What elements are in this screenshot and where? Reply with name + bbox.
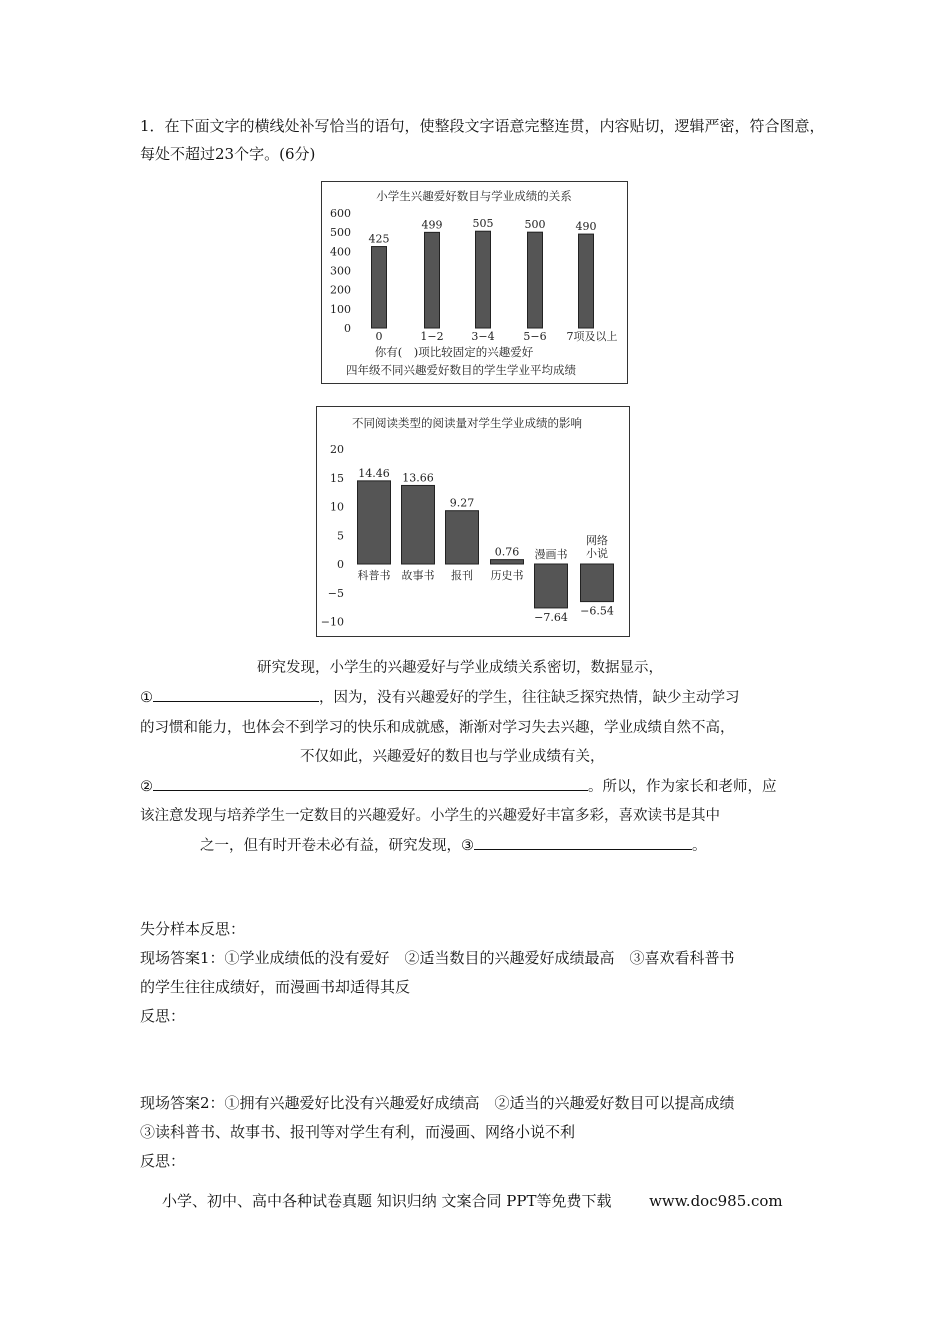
answer-1-label: 现场答案1： [140, 949, 225, 967]
y-tick-label: 15 [330, 471, 344, 485]
chart-title: 小学生兴趣爱好数目与学业成绩的关系 [376, 189, 572, 203]
bar [446, 511, 479, 564]
answer-1-text: ①学业成绩低的没有爱好 ②适当数目的兴趣爱好成绩最高 ③喜欢看科普书 [224, 949, 735, 967]
answer-blank-1[interactable] [153, 686, 319, 702]
bar-value-label: 500 [524, 218, 546, 232]
bar-value-label: 0.76 [494, 545, 520, 559]
answer-1-continued: 的学生往往成绩好，而漫画书却适得其反 [140, 978, 411, 996]
passage-line-6: 该注意发现与培养学生一定数目的兴趣爱好。小学生的兴趣爱好丰富多彩，喜欢读书是其中 [140, 808, 720, 824]
x-tick-label: 0 [375, 330, 383, 343]
footer-text: 小学、初中、高中各种试卷真题 知识归纳 文案合同 PPT等免费下载 [162, 1192, 612, 1210]
bar-value-label: −6.54 [580, 604, 614, 618]
y-tick-label: 500 [330, 226, 351, 240]
y-tick-label: 300 [330, 264, 351, 278]
footer [162, 1190, 783, 1211]
bar [425, 232, 440, 328]
passage-line-5-text: 。所以，作为家长和老师，应 [588, 779, 777, 795]
y-tick-label: 400 [330, 245, 351, 259]
x-tick-label: 历史书 [490, 569, 524, 582]
passage-line-3: 的习惯和能力，也体会不到学习的快乐和成就感，渐渐对学习失去兴趣，学业成绩自然不高， [140, 720, 735, 736]
y-tick-label: −10 [320, 615, 344, 629]
y-tick-label: −5 [327, 586, 344, 600]
passage-line-2 [140, 686, 740, 707]
chart-reading-type-svg [317, 407, 629, 636]
answer-2 [140, 1089, 840, 1117]
y-tick-label: 5 [337, 529, 344, 543]
bar [372, 247, 387, 328]
bar-value-label: 499 [421, 218, 443, 232]
answer-blank-2[interactable] [153, 775, 588, 791]
y-tick-label: 0 [337, 558, 344, 571]
blank-marker-2: ② [140, 779, 153, 795]
passage-line-1: 研究发现，小学生的兴趣爱好与学业成绩关系密切，数据显示， [257, 660, 663, 676]
chart-hobby-count-svg [322, 182, 627, 383]
bar-value-label: −7.64 [534, 610, 568, 624]
bar [476, 231, 491, 328]
bar [579, 234, 594, 328]
y-tick-label: 20 [330, 443, 344, 456]
bar-value-label: 490 [575, 220, 597, 234]
reflection-2-label: 反思： [140, 1152, 186, 1170]
bar [358, 481, 391, 564]
passage-line-7-end: 。 [692, 838, 707, 854]
y-tick-label: 10 [330, 500, 344, 514]
footer-url: www.doc985.com [649, 1192, 783, 1210]
passage-line-7 [200, 834, 707, 855]
blank-marker-1: ① [140, 690, 153, 706]
bar-value-label: 425 [368, 232, 390, 246]
answer-blank-3[interactable] [474, 834, 692, 850]
x-tick-label: 科普书 [357, 569, 391, 582]
answer-2-text: ①拥有兴趣爱好比没有兴趣爱好成绩高 ②适当的兴趣爱好数目可以提高成绩 [224, 1094, 735, 1112]
x-tick-label: 网络小说 [586, 534, 608, 560]
chart-reading-type [316, 406, 630, 637]
y-tick-label: 0 [344, 322, 351, 335]
chart-title: 不同阅读类型的阅读量对学生学业成绩的影响 [352, 416, 582, 430]
x-axis-label: 你有( )项比较固定的兴趣爱好 [374, 345, 534, 359]
passage-line-7-text: 之一，但有时开卷未必有益，研究发现，③ [200, 838, 474, 854]
reflection-1-label: 反思： [140, 1007, 186, 1025]
bar [402, 485, 435, 564]
question-text [140, 112, 830, 168]
answer-2-label: 现场答案2： [140, 1094, 225, 1112]
x-tick-label: 5−6 [523, 330, 547, 343]
passage-line-5 [140, 775, 777, 796]
chart-hobby-count [321, 181, 628, 384]
answer-1 [140, 944, 840, 972]
bar [528, 232, 543, 328]
y-tick-label: 200 [330, 283, 351, 297]
bar-value-label: 9.27 [449, 496, 475, 510]
bar [535, 564, 568, 608]
x-tick-label: 7项及以上 [566, 330, 618, 343]
chart-caption: 四年级不同兴趣爱好数目的学生学业平均成绩 [346, 363, 576, 377]
answer-2-continued: ③读科普书、故事书、报刊等对学生有利，而漫画、网络小说不利 [140, 1123, 576, 1141]
bar-value-label: 505 [472, 217, 494, 231]
bar [581, 564, 614, 602]
bar [491, 560, 524, 564]
question-prompt: 在下面文字的横线处补写恰当的语句，使整段文字语意完整连贯，内容贴切，逻辑严密，符合图意，每处不超过23个字。(6分) [140, 117, 825, 163]
bar-value-label: 13.66 [402, 471, 434, 485]
x-tick-label: 漫画书 [534, 548, 568, 561]
x-tick-label: 报刊 [451, 569, 473, 582]
passage-line-4: 不仅如此，兴趣爱好的数目也与学业成绩有关， [300, 749, 605, 765]
y-tick-label: 100 [330, 302, 351, 316]
question-number: 1． [140, 117, 165, 135]
reflection-heading: 失分样本反思： [140, 920, 246, 938]
x-tick-label: 3−4 [471, 330, 495, 343]
passage-line-2-text: ，因为，没有兴趣爱好的学生，往往缺乏探究热情，缺少主动学习 [319, 690, 740, 706]
x-tick-label: 1−2 [420, 330, 444, 343]
x-tick-label: 故事书 [401, 569, 435, 582]
y-tick-label: 600 [330, 207, 351, 220]
bar-value-label: 14.46 [358, 466, 390, 480]
